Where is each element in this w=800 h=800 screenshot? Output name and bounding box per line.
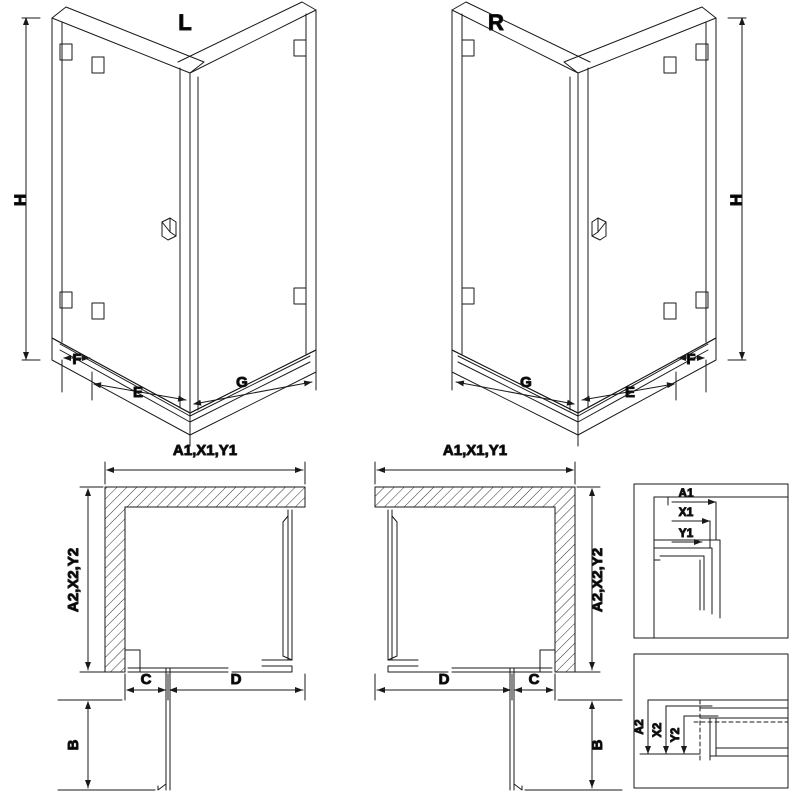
dim-label-C-right: C [528,671,540,688]
dim-label-G-right: G [520,374,532,391]
dim-label-E-left: E [132,384,144,401]
dim-label-A1X1Y1-right: A1,X1,Y1 [442,442,508,459]
detail-view-bottom [632,654,788,788]
detail-label-A1: A1 [678,486,694,500]
plan-view-right [375,442,622,790]
dim-label-H-right: H [727,193,746,207]
dim-label-F-right: F [686,351,696,368]
dim-label-A1X1Y1-left: A1,X1,Y1 [172,442,238,459]
detail-label-A2: A2 [632,719,646,735]
dim-label-C-left: C [140,671,152,688]
dim-label-H-left: H [11,193,30,207]
dim-label-B-right: B [589,739,606,751]
dim-label-D-right: D [438,671,450,688]
dim-label-B-left: B [65,739,82,751]
detail-label-Y1: Y1 [678,526,694,540]
view-label-R: R [488,10,504,35]
detail-view-top [634,484,788,638]
dim-label-F-left: F [72,351,82,368]
iso-view-left [11,2,316,446]
dim-label-G-left: G [236,374,248,391]
dim-label-D-left: D [230,671,242,688]
view-label-L: L [178,10,192,35]
dim-label-A2X2Y2-left: A2,X2,Y2 [65,547,82,613]
iso-view-right [452,2,746,446]
dim-label-A2X2Y2-right: A2,X2,Y2 [589,547,606,613]
dim-label-E-right: E [624,384,636,401]
detail-label-Y2: Y2 [668,727,682,743]
detail-label-X2: X2 [650,722,664,738]
detail-label-X1: X1 [678,505,694,519]
plan-view-left [58,442,305,790]
